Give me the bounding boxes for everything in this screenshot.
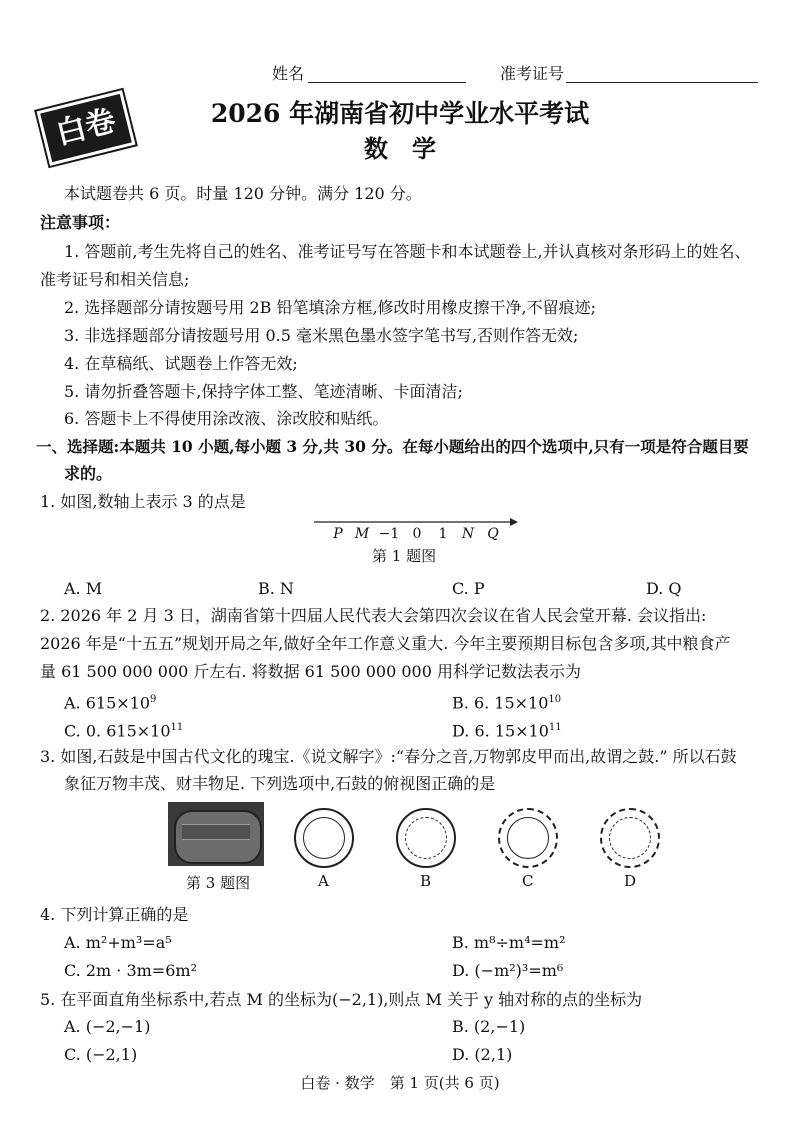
q2-line-2: 2026 年是“十五五”规划开局之年,做好全年工作意义重大. 今年主要预期目标包含多项,其中粮食产	[40, 634, 731, 653]
q3-line-1: 3. 如图,石鼓是中国古代文化的瑰宝.《说文解字》:“春分之音,万物郭皮甲而出,故谓之鼓.” 所以石鼓	[40, 747, 737, 766]
q2-option-c[interactable]: C. 0. $615\times 10^{11}$	[64, 721, 184, 741]
note-6: 6. 答题卡上不得使用涂改液、涂改胶和贴纸。	[64, 409, 389, 428]
axis-label-neg1: −1	[378, 526, 400, 542]
q2-option-d[interactable]: D. 6. $15\times 10^{11}$	[452, 721, 562, 741]
q5-option-d[interactable]: D. (2,1)	[452, 1045, 513, 1064]
q3-option-b-label: B	[420, 872, 432, 890]
q3-caption: 第 3 题图	[186, 874, 251, 892]
exam-number-field[interactable]	[566, 82, 758, 83]
q4-option-b[interactable]: B. m⁸÷m⁴=m²	[452, 933, 566, 952]
q4-option-c[interactable]: C. 2m · 3m=6m²	[64, 961, 197, 980]
q1-stem: 1. 如图,数轴上表示 3 的点是	[40, 492, 246, 511]
stone-drum-photo	[168, 802, 264, 866]
q1-caption: 第 1 题图	[372, 547, 437, 565]
note-1: 1. 答题前,考生先将自己的姓名、准考证号写在答题卡和本试题卷上,并认真核对条形码上的姓名、	[64, 242, 751, 261]
q3-option-a-label: A	[318, 872, 329, 890]
q3-option-d-figure[interactable]	[600, 808, 660, 868]
axis-label-n: N	[461, 526, 475, 542]
q3-option-b-figure[interactable]	[396, 808, 456, 868]
q3-option-a-figure[interactable]	[294, 808, 354, 868]
q5-stem: 5. 在平面直角坐标系中,若点 M 的坐标为(−2,1),则点 M 关于 y 轴对称的点的坐标为	[40, 990, 643, 1009]
q5-option-b[interactable]: B. (2,−1)	[452, 1017, 526, 1036]
q2-line-1: 2. 2026 年 2 月 3 日，湖南省第十四届人民代表大会第四次会议在省人民会堂开幕. 会议指出:	[40, 606, 707, 625]
q5-option-c[interactable]: C. (−2,1)	[64, 1045, 138, 1064]
subject-title: 数 学	[364, 134, 436, 163]
q4-option-a[interactable]: A. m²+m³=a⁵	[64, 933, 172, 952]
q1-option-b[interactable]: B. N	[258, 579, 294, 598]
q5-option-a[interactable]: A. (−2,−1)	[64, 1017, 151, 1036]
q2-line-3: 量 61 500 000 000 斤左右. 将数据 61 500 000 000 用科学记数法表示为	[40, 662, 581, 681]
page-footer: 白卷 · 数学 第 1 页(共 6 页)	[300, 1074, 500, 1092]
name-field[interactable]	[308, 82, 466, 83]
q1-option-d[interactable]: D. Q	[646, 579, 682, 598]
number-line	[310, 512, 520, 542]
note-1-cont: 准考证号和相关信息;	[40, 270, 190, 289]
q3-option-c-label: C	[522, 872, 534, 890]
name-label: 姓名	[272, 64, 305, 83]
note-2: 2. 选择题部分请按题号用 2B 铅笔填涂方框,修改时用橡皮擦干净,不留痕迹;	[64, 298, 597, 317]
note-4: 4. 在草稿纸、试题卷上作答无效;	[64, 354, 298, 373]
q3-option-c-figure[interactable]	[498, 808, 558, 868]
exam-title: 2026 年湖南省初中学业水平考试	[210, 99, 590, 128]
notes-heading: 注意事项：	[40, 213, 121, 232]
axis-label-0: 0	[412, 526, 422, 542]
q3-line-2: 象征万物丰茂、财丰物足. 下列选项中,石鼓的俯视图正确的是	[64, 774, 496, 793]
q2-option-b[interactable]: B. 6. $15\times 10^{10}$	[452, 693, 562, 713]
axis-label-p: P	[333, 526, 343, 542]
exam-number-label: 准考证号	[500, 64, 565, 83]
note-5: 5. 请勿折叠答题卡,保持字体工整、笔迹清晰、卡面清洁;	[64, 382, 463, 401]
q1-option-c[interactable]: C. P	[452, 579, 485, 598]
q1-option-a[interactable]: A. M	[64, 579, 103, 598]
intro-text: 本试题卷共 6 页。时量 120 分钟。满分 120 分。	[64, 184, 422, 203]
axis-label-q: Q	[487, 526, 499, 542]
q4-stem: 4. 下列计算正确的是	[40, 905, 189, 924]
note-3: 3. 非选择题部分请按题号用 0.5 毫米黑色墨水签字笔书写,否则作答无效;	[64, 326, 579, 345]
axis-label-m: M	[354, 526, 370, 542]
paper-badge: 白卷	[37, 90, 136, 166]
section1-heading-cont: 求的。	[64, 464, 113, 483]
q4-option-d[interactable]: D. (−m²)³=m⁶	[452, 961, 564, 980]
section1-heading: 一、选择题:本题共 10 小题,每小题 3 分,共 30 分。在每小题给出的四个选项中,只有一项是符合题目要	[36, 437, 749, 456]
q2-option-a[interactable]: A. $615\times 10^9$	[64, 693, 157, 713]
axis-label-1: 1	[438, 526, 448, 542]
q3-option-d-label: D	[624, 872, 637, 890]
